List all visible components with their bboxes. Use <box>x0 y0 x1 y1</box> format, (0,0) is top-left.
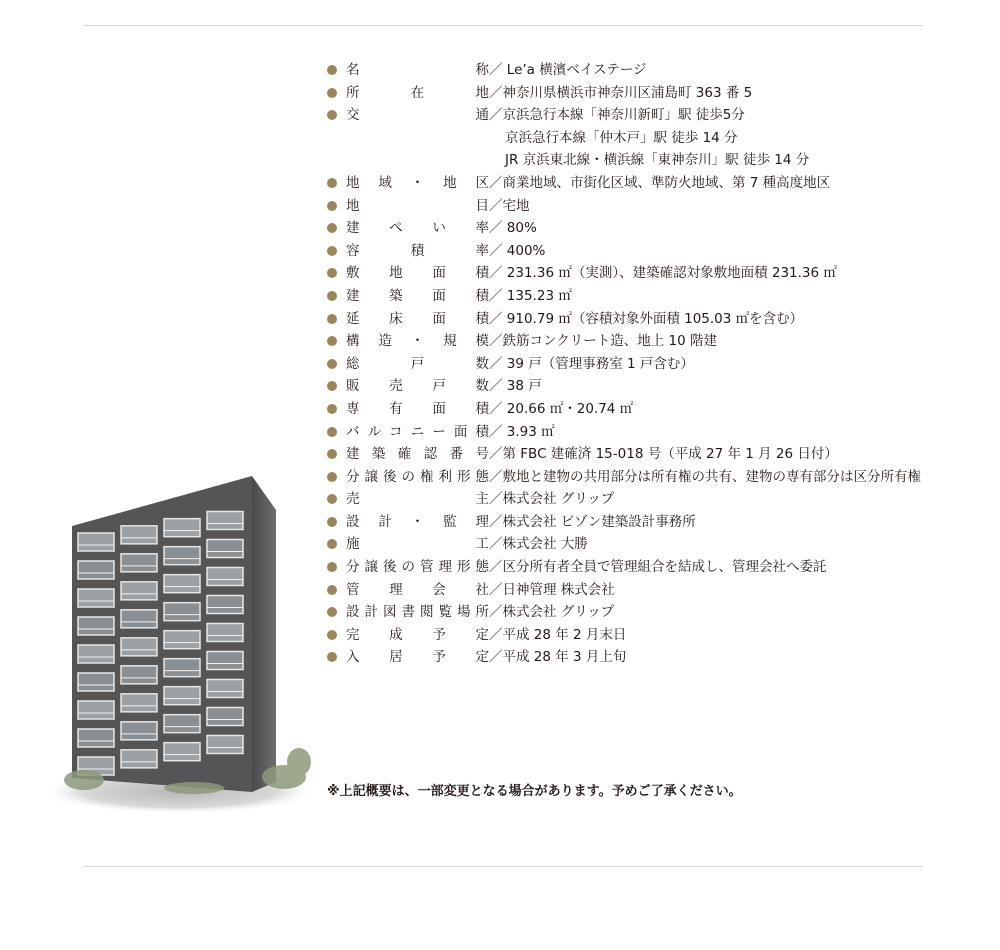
spec-value-line: ／ Le’a 横濱ベイステージ <box>489 62 647 78</box>
window-pane <box>164 743 200 761</box>
spec-value <box>489 308 803 331</box>
spec-value-line: 京浜急行本線「仲木戸」駅 徒歩 14 分 <box>505 129 738 146</box>
spec-value <box>489 285 572 308</box>
spec-value-line: ／商業地域、市街化区域、準防火地域、第 7 種高度地区 <box>489 174 831 191</box>
window-pane <box>207 596 243 614</box>
window-pane <box>207 652 243 670</box>
spec-label: バ ル コ ニ ー 面 積 <box>346 423 489 440</box>
spec-value-line: ／宅地 <box>489 197 530 214</box>
window-pane <box>207 568 243 586</box>
spec-value <box>489 82 752 105</box>
spec-value-line: ／ 20.66 ㎡・20.74 ㎡ <box>489 400 634 417</box>
spec-row <box>327 375 921 398</box>
window-pane <box>78 701 114 719</box>
spec-value-line: ／ 231.36 ㎡（実測）、建築確認対象敷地面積 231.36 ㎡ <box>489 265 837 282</box>
window-pane <box>78 561 114 579</box>
spec-value <box>489 240 545 263</box>
spec-row <box>327 308 921 331</box>
spec-row <box>327 488 921 511</box>
window-pane <box>164 687 200 705</box>
spec-value-line: ／株式会社 ビゾン建築設計事務所 <box>489 513 696 530</box>
spec-value-line: ／株式会社 大勝 <box>489 536 588 553</box>
spec-label: 敷 地 面 積 <box>346 265 489 282</box>
spec-value <box>489 601 614 624</box>
spec-label: 総 戸 数 <box>346 355 489 372</box>
spec-row <box>327 421 921 444</box>
spec-value <box>489 466 921 489</box>
spec-row <box>327 195 921 218</box>
spec-value-line: ／株式会社 グリップ <box>489 604 615 621</box>
spec-label: 販 売 戸 数 <box>346 378 489 395</box>
spec-value <box>489 624 626 647</box>
spec-row <box>327 104 921 172</box>
spec-row <box>327 443 921 466</box>
spec-row <box>327 217 921 240</box>
spec-value-line: ／区分所有者全員で管理組合を結成し、管理会社へ委託 <box>489 559 827 576</box>
window-pane <box>164 603 200 621</box>
spec-value-line: ／ 400% <box>489 242 546 259</box>
spec-label: 管 理 会 社 <box>346 581 489 598</box>
spec-value <box>489 59 647 82</box>
spec-label: 専 有 面 積 <box>346 400 489 417</box>
bullet-icon <box>327 562 337 572</box>
spec-label: 地 目 <box>346 197 489 214</box>
spec-value <box>489 443 838 466</box>
bullet-icon <box>327 630 337 640</box>
spec-value <box>489 172 830 195</box>
spec-label: 構 造 ・ 規 模 <box>346 333 489 350</box>
spec-label: 設 計 ・ 監 理 <box>346 513 489 530</box>
spec-value-line: ／ 39 戸（管理事務室 1 戸含む） <box>489 355 694 372</box>
spec-label: 分 譲 後 の 管 理 形 態 <box>346 559 489 576</box>
spec-value <box>489 104 809 172</box>
spec-value-line: ／敷地と建物の共用部分は所有権の共有、建物の専有部分は区分所有権 <box>489 468 921 485</box>
bullet-icon <box>327 268 337 278</box>
bullet-icon <box>327 472 337 482</box>
window-pane <box>78 673 114 691</box>
spec-value <box>489 533 588 556</box>
bullet-icon <box>327 223 337 233</box>
spec-label: 建 築 確 認 番 号 <box>346 446 489 463</box>
window-pane <box>207 680 243 698</box>
building-rendering <box>44 462 314 814</box>
bullet-icon <box>327 494 337 504</box>
spec-value-line: ／平成 28 年 3 月上旬 <box>489 649 627 666</box>
window-pane <box>121 526 157 544</box>
spec-row <box>327 646 921 669</box>
spec-row <box>327 59 921 82</box>
bullet-icon <box>327 585 337 595</box>
bullet-icon <box>327 178 337 188</box>
spec-value <box>489 398 633 421</box>
spec-label: 所 在 地 <box>346 84 489 101</box>
window-pane <box>78 645 114 663</box>
spec-value-line: ／ 3.93 ㎡ <box>489 423 555 440</box>
spec-value-line: ／日神管理 株式会社 <box>489 581 615 598</box>
spec-row <box>327 330 921 353</box>
window-pane <box>121 554 157 572</box>
spec-row <box>327 262 921 285</box>
bullet-icon <box>327 404 337 414</box>
bullet-icon <box>327 314 337 324</box>
spec-value <box>489 421 555 444</box>
bullet-icon <box>327 539 337 549</box>
spec-label: 完 成 予 定 <box>346 626 489 643</box>
window-pane <box>164 547 200 565</box>
spec-value-line: ／平成 28 年 2 月末日 <box>489 626 627 643</box>
window-pane <box>207 540 243 558</box>
spec-label: 建 ぺ い 率 <box>346 220 489 237</box>
spec-value-line: ／鉄筋コンクリート造、地上 10 階建 <box>489 333 717 350</box>
spec-value-line: JR 京浜東北線・横浜線「東神奈川」駅 徒歩 14 分 <box>505 152 810 169</box>
window-pane <box>121 750 157 768</box>
spec-label: 分 譲 後 の 権 利 形 態 <box>346 468 489 485</box>
spec-label: 施 工 <box>346 536 489 553</box>
spec-label: 延 床 面 積 <box>346 310 489 327</box>
spec-value-line: ／第 FBC 建確済 15-018 号（平成 27 年 1 月 26 日付） <box>489 446 838 463</box>
window-pane <box>207 736 243 754</box>
window-pane <box>121 582 157 600</box>
spec-value-line: ／ 135.23 ㎡ <box>489 287 572 304</box>
spec-value <box>489 488 614 511</box>
window-pane <box>164 575 200 593</box>
spec-row <box>327 466 921 489</box>
spec-row <box>327 511 921 534</box>
window-pane <box>207 624 243 642</box>
bullet-icon <box>327 110 337 120</box>
spec-value <box>489 556 827 579</box>
spec-label: 名 称 <box>346 62 489 78</box>
spec-label: 容 積 率 <box>346 242 489 259</box>
spec-row <box>327 624 921 647</box>
spec-value <box>489 330 717 353</box>
bullet-icon <box>327 449 337 459</box>
window-pane <box>121 666 157 684</box>
window-pane <box>164 631 200 649</box>
disclaimer-note: ※上記概要は、一部変更となる場合があります。予めご了承ください。 <box>327 784 742 799</box>
spec-value-line: ／株式会社 グリップ <box>489 491 615 508</box>
bullet-icon <box>327 607 337 617</box>
window-pane <box>78 617 114 635</box>
spec-value <box>489 579 615 602</box>
spec-row <box>327 240 921 263</box>
bullet-icon <box>327 336 337 346</box>
bullet-icon <box>327 381 337 391</box>
window-pane <box>121 638 157 656</box>
window-pane <box>121 610 157 628</box>
spec-label: 設 計 図 書 閲 覧 場 所 <box>346 604 489 621</box>
bullet-icon <box>327 652 337 662</box>
spec-label: 入 居 予 定 <box>346 649 489 666</box>
window-pane <box>78 589 114 607</box>
spec-value-line: ／京浜急行本線「神奈川新町」駅 徒歩5分 <box>489 107 745 124</box>
spec-row <box>327 601 921 624</box>
spec-value <box>489 353 694 376</box>
bullet-icon <box>327 65 337 75</box>
spec-row <box>327 285 921 308</box>
spec-value <box>489 375 542 398</box>
window-pane <box>121 722 157 740</box>
spec-row <box>327 533 921 556</box>
bullet-icon <box>327 88 337 98</box>
spec-label: 交 通 <box>346 107 489 124</box>
spec-label: 建 築 面 積 <box>346 287 489 304</box>
bullet-icon <box>327 201 337 211</box>
spec-row <box>327 398 921 421</box>
window-pane <box>164 715 200 733</box>
spec-row <box>327 82 921 105</box>
spec-value-line: ／神奈川県横浜市神奈川区浦島町 363 番 5 <box>489 84 753 101</box>
spec-value <box>489 262 837 285</box>
bullet-icon <box>327 291 337 301</box>
spec-value-line: ／ 910.79 ㎡（容積対象外面積 105.03 ㎡を含む） <box>489 310 804 327</box>
window-pane <box>121 694 157 712</box>
window-pane <box>164 519 200 537</box>
window-pane <box>78 533 114 551</box>
spec-value-line: ／ 80% <box>489 220 537 237</box>
top-divider <box>83 25 923 26</box>
bottom-divider <box>83 866 923 867</box>
spec-row <box>327 579 921 602</box>
spec-row <box>327 353 921 376</box>
spec-value-line: ／ 38 戸 <box>489 378 542 395</box>
window-pane <box>164 659 200 677</box>
spec-value <box>489 217 537 240</box>
spec-row <box>327 556 921 579</box>
bullet-icon <box>327 517 337 527</box>
spec-label: 地 域 ・ 地 区 <box>346 174 489 191</box>
window-pane <box>78 729 114 747</box>
window-pane <box>207 708 243 726</box>
window-pane <box>207 512 243 530</box>
spec-value <box>489 646 626 669</box>
building-side-wall <box>252 476 276 792</box>
bullet-icon <box>327 246 337 256</box>
spec-row <box>327 172 921 195</box>
spec-value <box>489 511 696 534</box>
bullet-icon <box>327 427 337 437</box>
spec-label: 売 主 <box>346 491 489 508</box>
property-spec-list <box>327 59 921 669</box>
spec-value <box>489 195 530 218</box>
bullet-icon <box>327 359 337 369</box>
